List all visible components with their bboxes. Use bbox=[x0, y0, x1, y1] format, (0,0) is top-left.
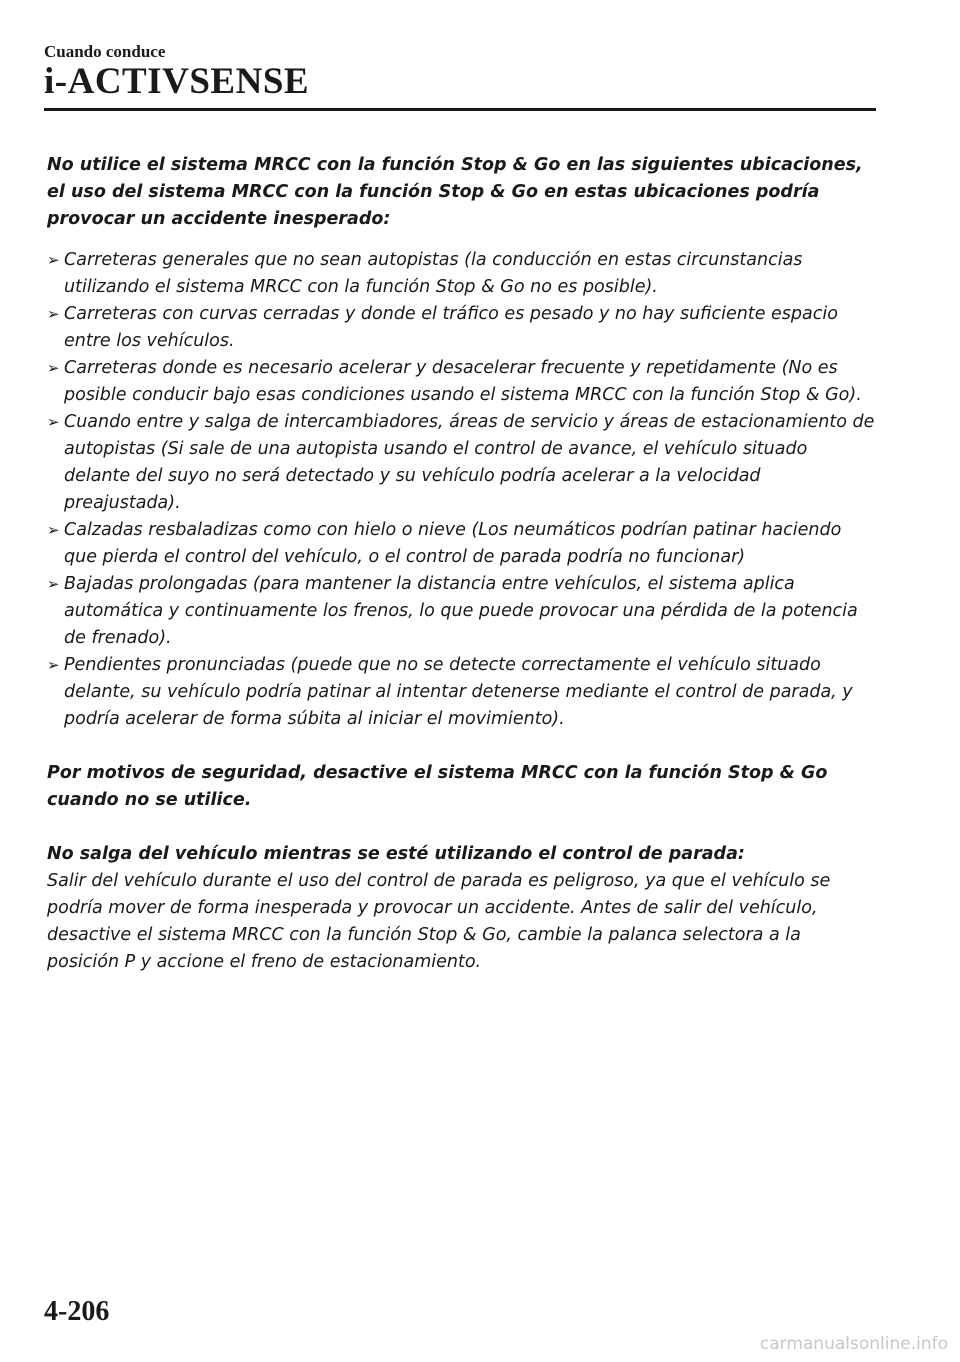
list-item bbox=[47, 301, 877, 355]
list-item bbox=[47, 409, 877, 517]
header-divider bbox=[44, 108, 876, 111]
arrowhead-right-icon: ➢ bbox=[47, 656, 60, 674]
section-label: Cuando conduce bbox=[44, 42, 166, 61]
exit-warning-heading: No salga del vehículo mientras se esté utilizando el control de parada: bbox=[47, 844, 745, 864]
list-item bbox=[47, 571, 877, 652]
main-content bbox=[47, 152, 877, 976]
arrowhead-right-icon: ➢ bbox=[47, 305, 60, 323]
arrowhead-right-icon: ➢ bbox=[47, 413, 60, 431]
list-item-text: Carreteras generales que no sean autopistas (la conducción en estas circunstancias utilizando el sistema MRCC con la función Stop & Go no es posible). bbox=[64, 250, 803, 297]
list-item-text: Carreteras con curvas cerradas y donde el tráfico es pesado y no hay suficiente espacio entre los vehículos. bbox=[64, 304, 838, 351]
list-item-text: Carreteras donde es necesario acelerar y desacelerar frecuente y repetidamente (No es posible conducir bajo esas condiciones usando el sistema MRCC con la función Stop & Go). bbox=[64, 358, 862, 405]
warning-intro: No utilice el sistema MRCC con la función Stop & Go en las siguientes ubicaciones, el uso del sistema MRCC con la función Stop & Go en estas ubicaciones podría provocar un accidente inesperado: bbox=[47, 155, 863, 229]
location-list bbox=[47, 247, 877, 733]
arrowhead-right-icon: ➢ bbox=[47, 359, 60, 377]
list-item bbox=[47, 517, 877, 571]
arrowhead-right-icon: ➢ bbox=[47, 251, 60, 269]
page-number: 4-206 bbox=[44, 1296, 110, 1327]
arrowhead-right-icon: ➢ bbox=[47, 575, 60, 593]
list-item-text: Cuando entre y salga de intercambiadores, áreas de servicio y áreas de estacionamiento de autopistas (Si sale de una autopista usando el control de avance, el vehículo situado delante del suyo no será detectado y su vehículo podría acelerar a la velocidad preajustada). bbox=[64, 412, 875, 513]
list-item bbox=[47, 652, 877, 733]
arrowhead-right-icon: ➢ bbox=[47, 521, 60, 539]
list-item-text: Calzadas resbaladizas como con hielo o nieve (Los neumáticos podrían patinar haciendo que pierda el control del vehículo, o el control de parada podría no funcionar) bbox=[64, 520, 842, 567]
list-item-text: Bajadas prolongadas (para mantener la distancia entre vehículos, el sistema aplica automática y continuamente los frenos, lo que puede provocar una pérdida de la potencia de frenado). bbox=[64, 574, 858, 648]
safety-note: Por motivos de seguridad, desactive el sistema MRCC con la función Stop & Go cuando no se utilice. bbox=[47, 763, 828, 810]
list-item bbox=[47, 355, 877, 409]
list-item-text: Pendientes pronunciadas (puede que no se detecte correctamente el vehículo situado delante, su vehículo podría patinar al intentar detenerse mediante el control de parada, y podría acelerar de forma súbita al iniciar el movimiento). bbox=[64, 655, 853, 729]
watermark: carmanualsonline.info bbox=[759, 1334, 948, 1354]
page-title: i-ACTIVSENSE bbox=[44, 61, 310, 102]
exit-warning-body: Salir del vehículo durante el uso del control de parada es peligroso, ya que el vehículo se podría mover de forma inesperada y provocar un accidente. Antes de salir del vehículo, desactive el sistema MRCC con la función Stop & Go, cambie la palanca selectora a la posición P y accione el freno de estacionamiento. bbox=[47, 871, 831, 972]
list-item bbox=[47, 247, 877, 301]
